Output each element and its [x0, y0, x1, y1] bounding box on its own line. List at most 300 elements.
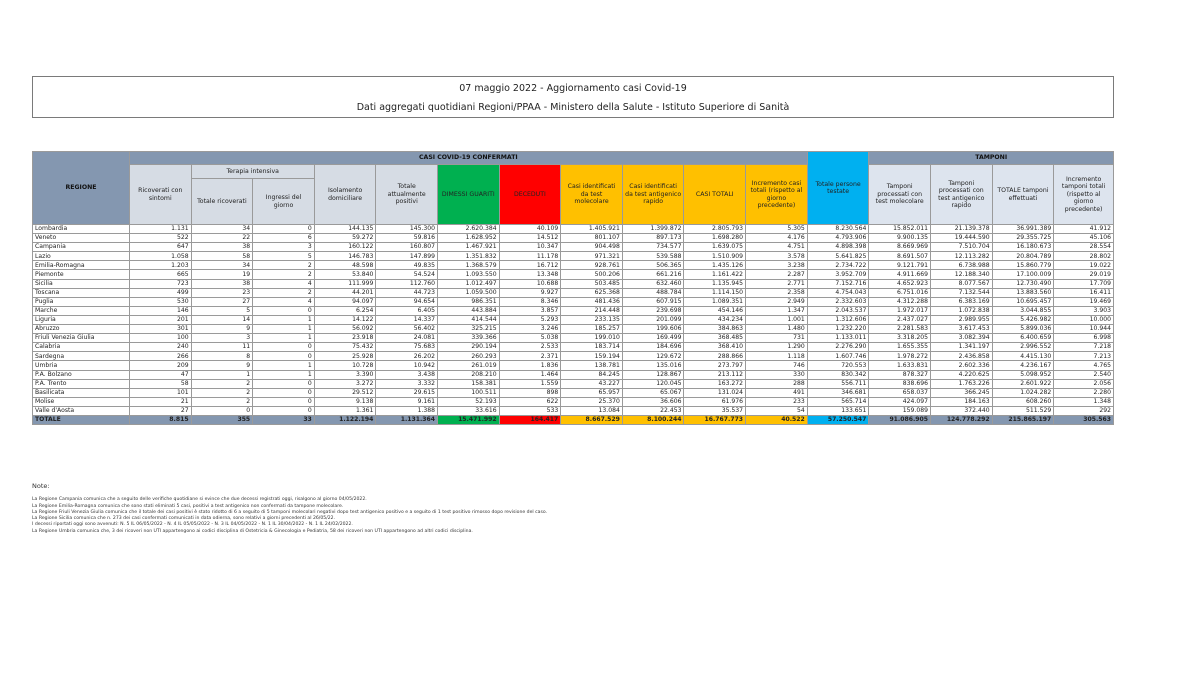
cell-antigenico: 184.696 — [622, 343, 684, 352]
note-line: La Regione Emilia-Romagna comunica che sono stati eliminati 5 casi, positivi a test antigenico non confermati da tampone molecolare. — [32, 503, 344, 509]
cell-positivi: 75.683 — [376, 343, 438, 352]
cell-casi-totali: 1.510.909 — [684, 252, 746, 261]
cell-ingressi: 0 — [253, 406, 315, 415]
header-casi-group: CASI COVID-19 CONFERMATI — [129, 152, 807, 165]
cell-casi-totali: 16.767.773 — [684, 415, 746, 424]
cell-isolamento: 44.201 — [314, 288, 376, 297]
cell-casi-totali: 213.112 — [684, 370, 746, 379]
cell-molecolare: 625.368 — [561, 288, 623, 297]
table-row — [33, 325, 1114, 334]
cell-incremento-tamponi: 28.802 — [1054, 252, 1114, 261]
cell-isolamento: 1.122.194 — [314, 415, 376, 424]
cell-incremento-casi: 1.118 — [746, 352, 808, 361]
cell-tamp-molecolare: 4.911.669 — [869, 270, 931, 279]
cell-positivi: 49.835 — [376, 261, 438, 270]
cell-ricoverati: 58 — [129, 379, 191, 388]
cell-tamp-antigenico: 3.617.453 — [931, 325, 993, 334]
table-row — [33, 361, 1114, 370]
cell-isolamento: 10.728 — [314, 361, 376, 370]
cell-antigenico: 65.067 — [622, 388, 684, 397]
cell-tamp-totale: 29.355.725 — [992, 234, 1054, 243]
cell-incremento-tamponi: 305.563 — [1054, 415, 1114, 424]
cell-positivi: 9.161 — [376, 397, 438, 406]
cell-antigenico: 135.016 — [622, 361, 684, 370]
cell-incremento-tamponi: 292 — [1054, 406, 1114, 415]
cell-positivi: 145.300 — [376, 225, 438, 234]
cell-incremento-casi: 4.751 — [746, 243, 808, 252]
cell-deceduti: 11.178 — [499, 252, 561, 261]
cell-totale-ricoverati: 58 — [191, 252, 253, 261]
cell-persone-testate: 1.232.220 — [807, 325, 869, 334]
cell-persone-testate: 720.553 — [807, 361, 869, 370]
cell-molecolare: 971.321 — [561, 252, 623, 261]
cell-casi-totali: 1.161.422 — [684, 270, 746, 279]
cell-casi-totali: 273.797 — [684, 361, 746, 370]
cell-isolamento: 3.272 — [314, 379, 376, 388]
cell-isolamento: 25.928 — [314, 352, 376, 361]
header-persone-testate: Totale persone testate — [807, 152, 869, 225]
cell-ingressi: 5 — [253, 252, 315, 261]
cell-tamp-molecolare: 8.669.969 — [869, 243, 931, 252]
table-body — [33, 225, 1114, 425]
cell-casi-totali: 131.024 — [684, 388, 746, 397]
cell-ricoverati: 47 — [129, 370, 191, 379]
cell-deceduti: 14.512 — [499, 234, 561, 243]
report-subtitle: Dati aggregati quotidiani Regioni/PPAA - Ministero della Salute - Istituto Superiore di Sanità — [356, 102, 790, 113]
cell-dimessi: 290.194 — [438, 343, 500, 352]
cell-totale-ricoverati: 5 — [191, 306, 253, 315]
cell-tamp-molecolare: 1.978.272 — [869, 352, 931, 361]
cell-antigenico: 632.460 — [622, 279, 684, 288]
cell-tamp-antigenico: 12.113.282 — [931, 252, 993, 261]
cell-antigenico: 128.867 — [622, 370, 684, 379]
cell-deceduti: 2.533 — [499, 343, 561, 352]
cell-ingressi: 0 — [253, 343, 315, 352]
total-row — [33, 415, 1114, 424]
cell-casi-totali: 454.146 — [684, 306, 746, 315]
cell-deceduti: 1.464 — [499, 370, 561, 379]
cell-dimessi: 1.467.921 — [438, 243, 500, 252]
cell-deceduti: 533 — [499, 406, 561, 415]
cell-dimessi: 339.366 — [438, 334, 500, 343]
cell-casi-totali: 288.866 — [684, 352, 746, 361]
notes-section — [32, 483, 1132, 535]
cell-tamp-totale: 12.730.490 — [992, 279, 1054, 288]
cell-tamp-totale: 5.899.036 — [992, 325, 1054, 334]
cell-molecolare: 25.370 — [561, 397, 623, 406]
cell-dimessi: 1.093.550 — [438, 270, 500, 279]
header-isolamento: Isolamento domiciliare — [314, 165, 376, 225]
cell-incremento-tamponi: 45.106 — [1054, 234, 1114, 243]
cell-casi-totali: 368.485 — [684, 334, 746, 343]
cell-totale-ricoverati: 3 — [191, 334, 253, 343]
cell-incremento-casi: 1.347 — [746, 306, 808, 315]
cell-ingressi: 33 — [253, 415, 315, 424]
cell-dimessi: 2.620.384 — [438, 225, 500, 234]
cell-tamp-totale: 2.601.922 — [992, 379, 1054, 388]
cell-incremento-casi: 3.238 — [746, 261, 808, 270]
cell-positivi: 3.332 — [376, 379, 438, 388]
cell-ingressi: 4 — [253, 279, 315, 288]
cell-persone-testate: 8.230.564 — [807, 225, 869, 234]
cell-ingressi: 6 — [253, 234, 315, 243]
cell-persone-testate: 133.651 — [807, 406, 869, 415]
cell-tamp-antigenico: 366.245 — [931, 388, 993, 397]
cell-incremento-casi: 2.287 — [746, 270, 808, 279]
table-row — [33, 234, 1114, 243]
cell-deceduti: 10.347 — [499, 243, 561, 252]
cell-tamp-molecolare: 1.633.831 — [869, 361, 931, 370]
cell-tamp-molecolare: 658.037 — [869, 388, 931, 397]
cell-tamp-molecolare: 1.972.017 — [869, 306, 931, 315]
cell-casi-totali: 163.272 — [684, 379, 746, 388]
cell-casi-totali: 35.537 — [684, 406, 746, 415]
cell-tamp-antigenico: 184.163 — [931, 397, 993, 406]
cell-ingressi: 0 — [253, 379, 315, 388]
header-casi-totali: CASI TOTALI — [684, 165, 746, 225]
cell-ingressi: 2 — [253, 270, 315, 279]
cell-ricoverati: 665 — [129, 270, 191, 279]
note-line: La Regione Umbria comunica che, 3 dei ricoveri non UTI appartengono ai codici disciplina di Ostetricia & Ginecologia e Pediatria, 58 dei ricoveri non UTI appartengono ad altri codici disciplina. — [32, 528, 473, 534]
cell-persone-testate: 57.250.547 — [807, 415, 869, 424]
cell-ricoverati: 8.815 — [129, 415, 191, 424]
cell-ricoverati: 499 — [129, 288, 191, 297]
cell-tamp-totale: 4.415.130 — [992, 352, 1054, 361]
cell-positivi: 56.402 — [376, 325, 438, 334]
cell-incremento-casi: 491 — [746, 388, 808, 397]
cell-tamp-totale: 17.100.009 — [992, 270, 1054, 279]
cell-casi-totali: 434.234 — [684, 315, 746, 324]
cell-incremento-tamponi: 19.469 — [1054, 297, 1114, 306]
cell-ricoverati: 530 — [129, 297, 191, 306]
cell-isolamento: 14.122 — [314, 315, 376, 324]
cell-regione: Valle d'Aosta — [33, 406, 130, 415]
notes-title: Note: — [32, 482, 50, 490]
cell-deceduti: 164.417 — [499, 415, 561, 424]
cell-positivi: 24.081 — [376, 334, 438, 343]
cell-positivi: 14.337 — [376, 315, 438, 324]
cell-ricoverati: 723 — [129, 279, 191, 288]
cell-dimessi: 1.012.497 — [438, 279, 500, 288]
cell-positivi: 29.615 — [376, 388, 438, 397]
cell-casi-totali: 61.976 — [684, 397, 746, 406]
cell-regione: Lazio — [33, 252, 130, 261]
cell-regione: Sicilia — [33, 279, 130, 288]
cell-persone-testate: 7.152.716 — [807, 279, 869, 288]
cell-molecolare: 214.448 — [561, 306, 623, 315]
cell-incremento-tamponi: 1.348 — [1054, 397, 1114, 406]
table-row — [33, 279, 1114, 288]
cell-antigenico: 129.672 — [622, 352, 684, 361]
cell-regione: Piemonte — [33, 270, 130, 279]
cell-totale-ricoverati: 38 — [191, 279, 253, 288]
cell-totale-ricoverati: 19 — [191, 270, 253, 279]
cell-casi-totali: 384.863 — [684, 325, 746, 334]
header-incremento-tamponi: Incremento tamponi totali (rispetto al giorno precedente) — [1054, 165, 1114, 225]
table-row — [33, 288, 1114, 297]
cell-tamp-molecolare: 424.097 — [869, 397, 931, 406]
cell-regione: P.A. Trento — [33, 379, 130, 388]
table-row — [33, 243, 1114, 252]
cell-totale-ricoverati: 23 — [191, 288, 253, 297]
cell-antigenico: 22.453 — [622, 406, 684, 415]
cell-tamp-antigenico: 6.383.169 — [931, 297, 993, 306]
note-line: La Regione Campania comunica che a seguito delle verifiche quotidiane si evince che due decessi registrati oggi, risalgono al giorno 04/05/2022. — [32, 497, 367, 503]
table-row — [33, 379, 1114, 388]
note-line: I decessi riportati oggi sono avvenuti: N. 5 IL 06/05/2022 - N. 4 IL 05/05/2022 - N. 3 IL 04/05/2022 - N. 1 IL 30/04/2022 - N. 1 IL 24/02/2022. — [32, 522, 353, 528]
cell-persone-testate: 1.607.746 — [807, 352, 869, 361]
cell-dimessi: 52.193 — [438, 397, 500, 406]
cell-positivi: 147.899 — [376, 252, 438, 261]
cell-tamp-molecolare: 2.437.027 — [869, 315, 931, 324]
cell-persone-testate: 565.714 — [807, 397, 869, 406]
cell-dimessi: 260.293 — [438, 352, 500, 361]
cell-tamp-totale: 6.400.659 — [992, 334, 1054, 343]
cell-isolamento: 9.138 — [314, 397, 376, 406]
cell-tamp-antigenico: 2.602.336 — [931, 361, 993, 370]
cell-dimessi: 986.351 — [438, 297, 500, 306]
cell-isolamento: 111.999 — [314, 279, 376, 288]
cell-antigenico: 169.499 — [622, 334, 684, 343]
report-title-box — [32, 76, 1114, 118]
cell-deceduti: 13.348 — [499, 270, 561, 279]
cell-totale-ricoverati: 8 — [191, 352, 253, 361]
cell-deceduti: 5.293 — [499, 315, 561, 324]
cell-isolamento: 56.092 — [314, 325, 376, 334]
cell-positivi: 1.131.364 — [376, 415, 438, 424]
cell-tamp-totale: 15.860.779 — [992, 261, 1054, 270]
cell-ingressi: 2 — [253, 261, 315, 270]
cell-ingressi: 4 — [253, 297, 315, 306]
cell-incremento-tamponi: 10.000 — [1054, 315, 1114, 324]
cell-persone-testate: 2.332.603 — [807, 297, 869, 306]
cell-dimessi: 33.616 — [438, 406, 500, 415]
cell-totale-ricoverati: 14 — [191, 315, 253, 324]
cell-regione: Calabria — [33, 343, 130, 352]
cell-tamp-antigenico: 1.341.197 — [931, 343, 993, 352]
cell-totale-ricoverati: 2 — [191, 379, 253, 388]
cell-dimessi: 15.471.992 — [438, 415, 500, 424]
cell-ingressi: 0 — [253, 225, 315, 234]
cell-persone-testate: 2.734.722 — [807, 261, 869, 270]
cell-tamp-totale: 16.180.673 — [992, 243, 1054, 252]
cell-tamp-antigenico: 19.444.590 — [931, 234, 993, 243]
header-deceduti: DECEDUTI — [499, 165, 561, 225]
cell-casi-totali: 1.089.351 — [684, 297, 746, 306]
cell-isolamento: 1.361 — [314, 406, 376, 415]
cell-incremento-casi: 1.480 — [746, 325, 808, 334]
cell-tamp-molecolare: 2.281.583 — [869, 325, 931, 334]
cell-incremento-tamponi: 16.411 — [1054, 288, 1114, 297]
table-row — [33, 225, 1114, 234]
table-row — [33, 261, 1114, 270]
header-incremento-casi: Incremento casi totali (rispetto al giorno precedente) — [746, 165, 808, 225]
cell-regione: Lombardia — [33, 225, 130, 234]
cell-molecolare: 928.761 — [561, 261, 623, 270]
cell-totale-ricoverati: 34 — [191, 261, 253, 270]
cell-totale-ricoverati: 355 — [191, 415, 253, 424]
cell-ricoverati: 301 — [129, 325, 191, 334]
cell-tamp-molecolare: 159.089 — [869, 406, 931, 415]
cell-isolamento: 23.918 — [314, 334, 376, 343]
cell-tamp-totale: 5.098.952 — [992, 370, 1054, 379]
cell-regione: Sardegna — [33, 352, 130, 361]
header-tamp-totale: TOTALE tamponi effettuati — [992, 165, 1054, 225]
cell-regione: Molise — [33, 397, 130, 406]
cell-casi-totali: 1.135.945 — [684, 279, 746, 288]
notes-list — [32, 497, 1132, 535]
cell-ingressi: 1 — [253, 334, 315, 343]
cell-deceduti: 1.836 — [499, 361, 561, 370]
cell-molecolare: 43.227 — [561, 379, 623, 388]
cell-deceduti: 898 — [499, 388, 561, 397]
cell-ricoverati: 146 — [129, 306, 191, 315]
header-tamp-antigenico: Tamponi processati con test antigenico rapido — [931, 165, 993, 225]
cell-incremento-casi: 330 — [746, 370, 808, 379]
table-row — [33, 252, 1114, 261]
table-row — [33, 297, 1114, 306]
table-row — [33, 406, 1114, 415]
cell-tamp-antigenico: 21.139.378 — [931, 225, 993, 234]
cell-incremento-casi: 4.176 — [746, 234, 808, 243]
cell-positivi: 59.816 — [376, 234, 438, 243]
cell-incremento-casi: 233 — [746, 397, 808, 406]
cell-tamp-totale: 1.024.282 — [992, 388, 1054, 397]
cell-incremento-tamponi: 7.218 — [1054, 343, 1114, 352]
table-row — [33, 270, 1114, 279]
cell-antigenico: 488.784 — [622, 288, 684, 297]
cell-molecolare: 199.010 — [561, 334, 623, 343]
cell-positivi: 10.942 — [376, 361, 438, 370]
cell-antigenico: 8.100.244 — [622, 415, 684, 424]
cell-ricoverati: 1.203 — [129, 261, 191, 270]
cell-tamp-antigenico: 124.778.292 — [931, 415, 993, 424]
cell-ingressi: 2 — [253, 288, 315, 297]
cell-incremento-tamponi: 2.540 — [1054, 370, 1114, 379]
cell-tamp-antigenico: 7.510.704 — [931, 243, 993, 252]
header-regione: REGIONE — [33, 152, 130, 225]
cell-deceduti: 9.927 — [499, 288, 561, 297]
table-row — [33, 306, 1114, 315]
cell-ricoverati: 209 — [129, 361, 191, 370]
cell-dimessi: 325.215 — [438, 325, 500, 334]
cell-persone-testate: 4.793.906 — [807, 234, 869, 243]
cell-dimessi: 1.351.832 — [438, 252, 500, 261]
cell-dimessi: 100.511 — [438, 388, 500, 397]
cell-ingressi: 1 — [253, 361, 315, 370]
cell-totale-ricoverati: 27 — [191, 297, 253, 306]
cell-incremento-tamponi: 28.554 — [1054, 243, 1114, 252]
cell-regione: Campania — [33, 243, 130, 252]
cell-dimessi: 208.210 — [438, 370, 500, 379]
cell-isolamento: 6.254 — [314, 306, 376, 315]
cell-casi-totali: 1.435.126 — [684, 261, 746, 270]
cell-positivi: 1.388 — [376, 406, 438, 415]
cell-tamp-totale: 511.529 — [992, 406, 1054, 415]
cell-incremento-casi: 40.522 — [746, 415, 808, 424]
cell-isolamento: 75.432 — [314, 343, 376, 352]
cell-deceduti: 622 — [499, 397, 561, 406]
cell-positivi: 112.760 — [376, 279, 438, 288]
cell-positivi: 54.524 — [376, 270, 438, 279]
cell-incremento-casi: 3.578 — [746, 252, 808, 261]
cell-incremento-casi: 5.305 — [746, 225, 808, 234]
cell-regione: Veneto — [33, 234, 130, 243]
header-antigenico: Casi identificati da test antigenico rapido — [622, 165, 684, 225]
cell-casi-totali: 1.639.075 — [684, 243, 746, 252]
cell-molecolare: 185.257 — [561, 325, 623, 334]
cell-casi-totali: 1.698.280 — [684, 234, 746, 243]
cell-molecolare: 233.135 — [561, 315, 623, 324]
cell-dimessi: 1.059.500 — [438, 288, 500, 297]
cell-tamp-molecolare: 1.655.355 — [869, 343, 931, 352]
cell-dimessi: 1.368.579 — [438, 261, 500, 270]
table-row — [33, 397, 1114, 406]
cell-incremento-casi: 288 — [746, 379, 808, 388]
cell-regione: Toscana — [33, 288, 130, 297]
cell-tamp-totale: 10.695.457 — [992, 297, 1054, 306]
cell-deceduti: 1.559 — [499, 379, 561, 388]
cell-ricoverati: 27 — [129, 406, 191, 415]
cell-molecolare: 65.957 — [561, 388, 623, 397]
cell-isolamento: 144.135 — [314, 225, 376, 234]
cell-tamp-molecolare: 4.652.923 — [869, 279, 931, 288]
cell-ingressi: 3 — [253, 243, 315, 252]
cell-ingressi: 1 — [253, 370, 315, 379]
cell-persone-testate: 2.276.290 — [807, 343, 869, 352]
cell-ricoverati: 201 — [129, 315, 191, 324]
cell-dimessi: 443.884 — [438, 306, 500, 315]
cell-totale-ricoverati: 0 — [191, 406, 253, 415]
cell-incremento-casi: 1.001 — [746, 315, 808, 324]
cell-tamp-totale: 608.260 — [992, 397, 1054, 406]
cell-tamp-antigenico: 1.763.226 — [931, 379, 993, 388]
cell-tamp-antigenico: 6.738.988 — [931, 261, 993, 270]
cell-deceduti: 40.109 — [499, 225, 561, 234]
header-dimessi: DIMESSI GUARITI — [438, 165, 500, 225]
cell-regione: P.A. Bolzano — [33, 370, 130, 379]
cell-antigenico: 199.606 — [622, 325, 684, 334]
cell-molecolare: 138.781 — [561, 361, 623, 370]
cell-incremento-casi: 2.771 — [746, 279, 808, 288]
cell-incremento-casi: 746 — [746, 361, 808, 370]
cell-ingressi: 0 — [253, 397, 315, 406]
cell-ricoverati: 522 — [129, 234, 191, 243]
cell-persone-testate: 346.681 — [807, 388, 869, 397]
cell-tamp-molecolare: 3.318.205 — [869, 334, 931, 343]
cell-tamp-totale: 36.991.389 — [992, 225, 1054, 234]
cell-positivi: 160.807 — [376, 243, 438, 252]
cell-antigenico: 201.099 — [622, 315, 684, 324]
cell-incremento-tamponi: 41.912 — [1054, 225, 1114, 234]
cell-dimessi: 261.019 — [438, 361, 500, 370]
cell-regione: TOTALE — [33, 415, 130, 424]
cell-antigenico: 897.173 — [622, 234, 684, 243]
cell-antigenico: 661.216 — [622, 270, 684, 279]
cell-tamp-antigenico: 2.989.955 — [931, 315, 993, 324]
cell-antigenico: 120.045 — [622, 379, 684, 388]
cell-positivi: 94.654 — [376, 297, 438, 306]
cell-isolamento: 146.783 — [314, 252, 376, 261]
cell-persone-testate: 830.342 — [807, 370, 869, 379]
cell-tamp-antigenico: 372.440 — [931, 406, 993, 415]
cell-persone-testate: 1.133.011 — [807, 334, 869, 343]
cell-incremento-tamponi: 7.213 — [1054, 352, 1114, 361]
cell-positivi: 3.438 — [376, 370, 438, 379]
cell-tamp-molecolare: 4.312.288 — [869, 297, 931, 306]
cell-tamp-totale: 5.426.982 — [992, 315, 1054, 324]
cell-regione: Basilicata — [33, 388, 130, 397]
